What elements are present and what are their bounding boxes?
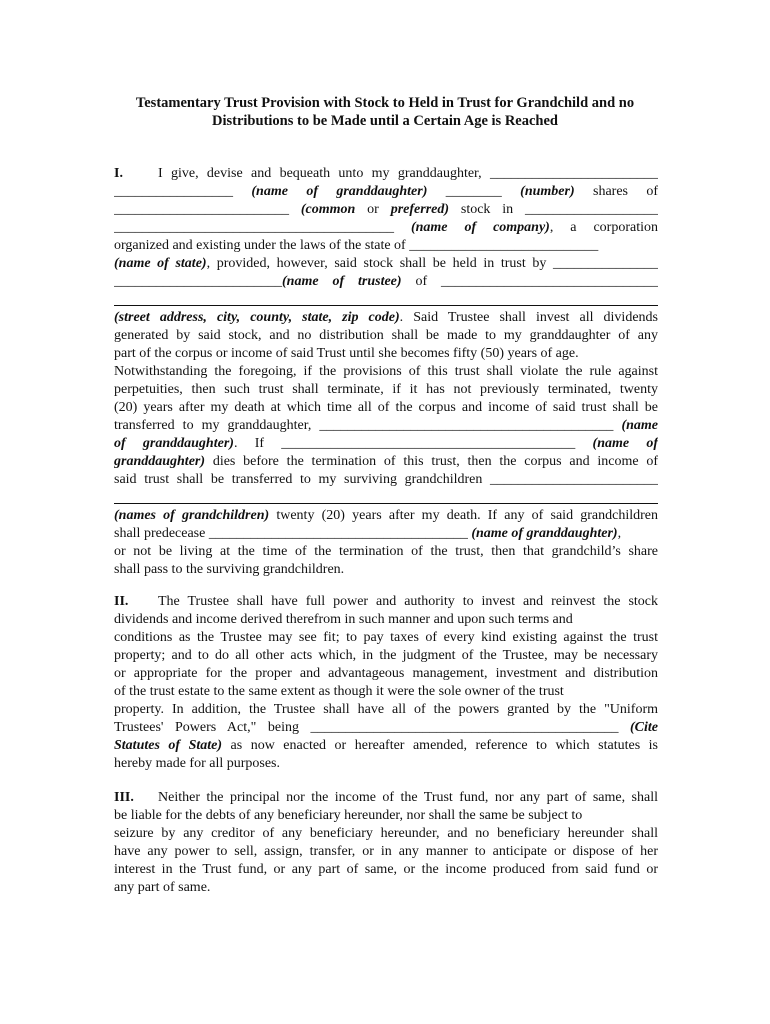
section-2-line: Trustees' Powers Act," being ____________________________________________ (Cite — [114, 720, 658, 735]
field-label: granddaughter) — [114, 454, 206, 469]
section-2-line: of the trust estate to the same extent as though it were the sole owner of the trust — [114, 684, 564, 699]
field-label: (name of — [592, 436, 658, 451]
section-1-line: organized and existing under the laws of the state of ___________________________ — [114, 238, 599, 253]
field-label: (name of granddaughter) — [471, 526, 618, 541]
section-2-line: conditions as the Trustee may see fit; to pay taxes of every kind existing against the trust — [114, 630, 658, 645]
section-2-line: or appropriate for the proper and advantageous management, investment and distribution — [114, 666, 658, 681]
field-label: (name of trustee) — [282, 274, 402, 289]
blank-line — [114, 291, 658, 309]
section-3-line: any part of same. — [114, 880, 211, 895]
section-1-line: (street address, city, county, state, zip code). Said Trustee shall invest all dividends — [114, 310, 658, 325]
section-2-line: II. The Trustee shall have full power and authority to invest and reinvest the stock — [114, 594, 658, 609]
field-label: (street address, city, county, state, zip code) — [114, 310, 400, 325]
section-3-line: seizure by any creditor of any beneficiary hereunder, and no beneficiary hereunder shall — [114, 826, 658, 841]
field-label: (name of company) — [410, 220, 550, 235]
section-3 — [114, 789, 658, 897]
section-2-line: property. In addition, the Trustee shall have all of the powers granted by the "Uniform — [114, 702, 658, 717]
section-1-line: _________________ (name of granddaughter) ________ (number) shares of — [114, 184, 658, 199]
section-1-line: generated by said stock, and no distribution shall be made to my granddaughter of any — [114, 328, 658, 343]
field-label: preferred) — [390, 202, 450, 217]
field-label: (common — [300, 202, 356, 217]
section-1-line: (name of state), provided, however, said stock shall be held in trust by _______________ — [114, 256, 658, 271]
section-number: II. — [114, 594, 129, 609]
field-label: (name of state) — [114, 256, 207, 271]
section-1-line: ________________________(name of trustee) of _______________________________ — [114, 274, 658, 289]
section-1-line: part of the corpus or income of said Trust until she becomes fifty (50) years of age. — [114, 346, 579, 361]
section-2-line: hereby made for all purposes. — [114, 756, 280, 771]
section-number: III. — [114, 790, 134, 805]
section-1-line: Notwithstanding the foregoing, if the provisions of this trust shall violate the rule against — [114, 364, 658, 379]
section-1-line: perpetuities, then such trust shall terminate, if it has not previously terminated, twenty — [114, 382, 658, 397]
section-3-line: have any power to sell, assign, transfer, or in any manner to anticipate or dispose of her — [114, 844, 658, 859]
section-1-line: granddaughter) dies before the termination of this trust, then the corpus and income of — [114, 454, 658, 469]
section-1-line: ________________________________________ (name of company), a corporation — [114, 220, 658, 235]
section-1-line: _________________________ (common or preferred) stock in ___________________ — [114, 202, 658, 217]
section-2-line: Statutes of State) as now enacted or hereafter amended, reference to which statutes is — [114, 738, 658, 753]
section-1-line: (names of grandchildren) twenty (20) years after my death. If any of said grandchildren — [114, 508, 658, 523]
section-3-line: interest in the Trust fund, or any part of same, or the income produced from said fund or — [114, 862, 658, 877]
section-3-line: be liable for the debts of any beneficiary hereunder, nor shall the same be subject to — [114, 808, 583, 823]
section-2-line: dividends and income derived therefrom in such manner and upon such terms and — [114, 612, 573, 627]
section-1-line: or not be living at the time of the termination of the trust, then that grandchild’s share — [114, 544, 658, 559]
section-1 — [114, 165, 658, 579]
section-number: I. — [114, 166, 123, 181]
section-1-line: said trust shall be transferred to my surviving grandchildren ________________________ — [114, 472, 658, 487]
title-line-1: Testamentary Trust Provision with Stock to Held in Trust for Grandchild and no — [135, 95, 635, 111]
section-1-line: I. I give, devise and bequeath unto my granddaughter, ________________________ — [114, 166, 658, 181]
section-1-line: (20) years after my death at which time all of the corpus and income of said trust shall be — [114, 400, 658, 415]
section-1-line: shall pass to the surviving grandchildren. — [114, 562, 345, 577]
field-label: Statutes of State) — [114, 738, 223, 753]
field-label: (Cite — [630, 720, 658, 735]
title-line-2: Distributions to be Made until a Certain Age is Reached — [212, 113, 558, 129]
section-1-line: shall predecease _____________________________________ (name of granddaughter), — [114, 526, 622, 541]
field-label: (names of grandchildren) — [114, 508, 270, 523]
section-1-line: of granddaughter). If __________________________________________ (name of — [114, 436, 658, 451]
field-label: (name — [621, 418, 658, 433]
section-1-line: transferred to my granddaughter, __________________________________________ (name — [114, 418, 658, 433]
blank-line — [114, 489, 658, 507]
field-label: of granddaughter) — [114, 436, 234, 451]
document-title — [100, 94, 670, 130]
section-2-line: property; and to do all other acts which, in the judgment of the Trustee, may be necessary — [114, 648, 658, 663]
section-3-line: III. Neither the principal nor the income of the Trust fund, nor any part of same, shall — [114, 790, 658, 805]
section-2 — [114, 593, 658, 773]
field-label: (number) — [520, 184, 575, 199]
field-label: (name of granddaughter) — [251, 184, 428, 199]
